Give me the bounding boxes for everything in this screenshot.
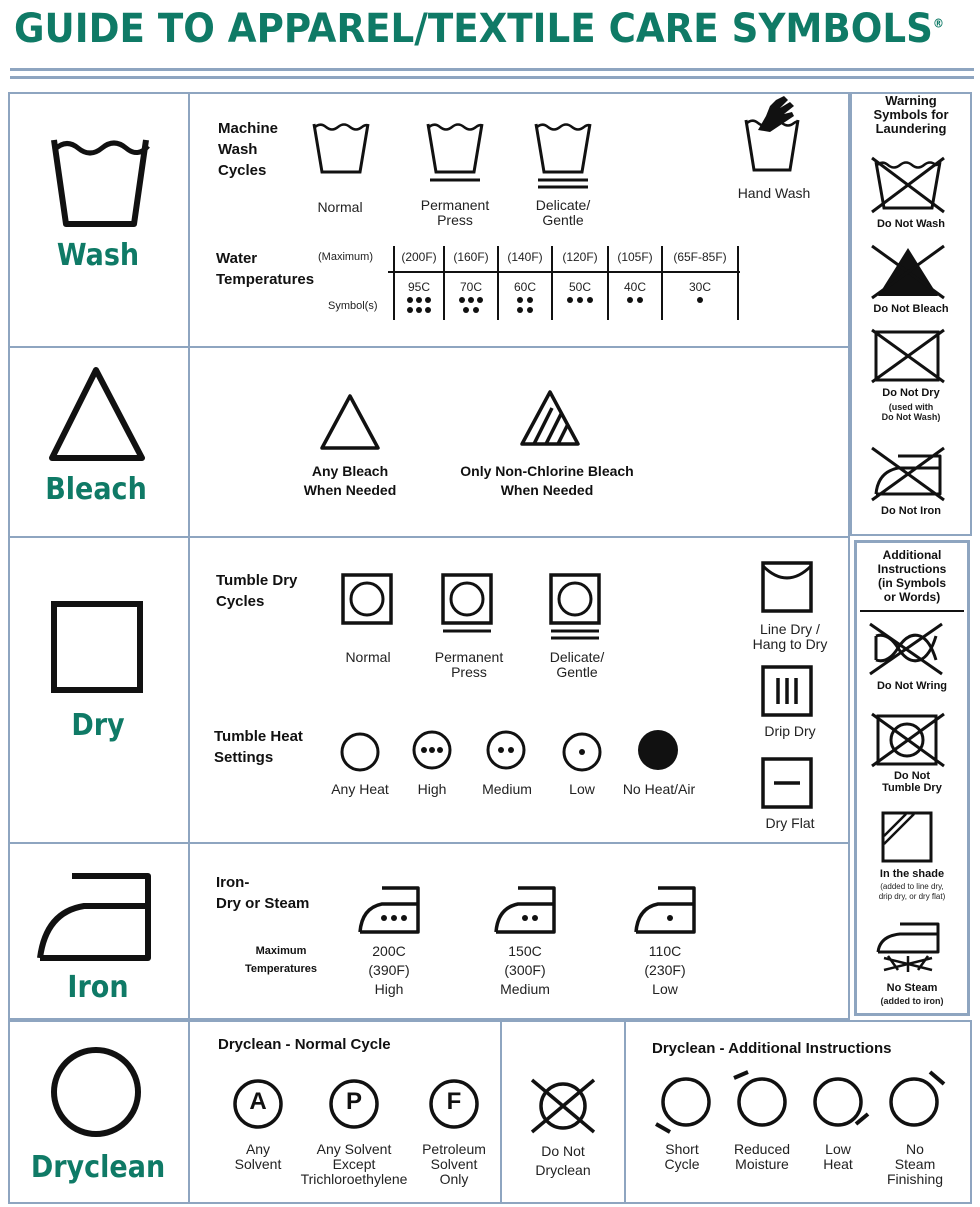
page-title: GUIDE TO APPAREL/TEXTILE CARE SYMBOLS®	[14, 6, 945, 52]
column-divider	[188, 92, 190, 1204]
temp-f: (105F)	[617, 250, 653, 264]
iron-high-label: 200C (390F) High	[368, 943, 410, 997]
tumble-dry-normal-label: Normal	[345, 649, 391, 665]
iron-low-label: 110C (230F) Low	[644, 943, 686, 997]
dryclean-petroleum-label: Petroleum Solvent Only	[422, 1141, 486, 1187]
drip-dry-icon	[760, 664, 816, 720]
no-steam-finishing-label: No Steam Finishing	[886, 1141, 944, 1187]
temp-f: (120F)	[562, 250, 598, 264]
iron-medium-label: 150C (300F) Medium	[500, 943, 550, 997]
tumble-dry-delicate-label: Delicate/ Gentle	[549, 649, 605, 680]
wash-normal-icon	[312, 118, 372, 176]
tumble-dry-normal-icon	[340, 572, 396, 628]
do-not-wring-icon	[868, 622, 944, 676]
symbols-label: Symbol(s)	[328, 300, 378, 312]
no-steam-label: No Steam	[886, 982, 938, 994]
no-steam-icon	[870, 918, 946, 974]
wash-permanent-press-icon	[426, 118, 486, 184]
bleach-category-icon	[48, 364, 148, 464]
dryclean-letter-f: F	[446, 1088, 462, 1115]
iron-category-icon	[36, 868, 156, 968]
dryclean-additional-title: Dryclean - Additional Instructions	[652, 1040, 892, 1057]
dryclean-category-label: Dryclean	[30, 1150, 166, 1185]
temp-c: 40C	[623, 280, 646, 294]
tumble-heat-settings-label: Tumble Heat Settings	[214, 728, 303, 766]
no-steam-finishing-icon	[886, 1070, 948, 1130]
tumble-dry-permanent-press-label: Permanent Press	[434, 649, 504, 680]
do-not-dryclean-icon	[528, 1076, 598, 1136]
any-heat-label: Any Heat	[331, 781, 389, 797]
dryclean-letter-a: A	[249, 1088, 267, 1115]
no-heat-air-icon	[636, 728, 680, 772]
title-rule	[10, 68, 974, 71]
low-heat-icon	[560, 730, 604, 774]
do-not-iron-label: Do Not Iron	[881, 505, 941, 517]
machine-wash-label: Machine Wash Cycles	[218, 120, 279, 179]
bleach-category-label: Bleach	[45, 472, 147, 507]
hand-wash-icon	[740, 94, 804, 174]
temp-f: (200F)	[401, 250, 437, 264]
tumble-dry-label: Tumble Dry Cycles	[216, 572, 298, 610]
do-not-dry-label: Do Not Dry	[882, 387, 940, 399]
wash-delicate-label: Delicate/ Gentle	[535, 197, 591, 228]
no-steam-note: (added to iron)	[880, 996, 944, 1006]
title-rule	[10, 76, 974, 79]
wash-category-label: Wash	[56, 238, 140, 273]
dry-flat-icon	[760, 756, 816, 812]
do-not-wash-icon	[870, 154, 946, 214]
do-not-dryclean-label: Do Not Dryclean	[535, 1143, 591, 1178]
maximum-label: (Maximum)	[318, 251, 373, 263]
line-dry-icon	[760, 560, 816, 616]
any-bleach-icon	[318, 392, 382, 452]
hand-wash-label: Hand Wash	[737, 185, 811, 201]
reduced-moisture-label: Reduced Moisture	[733, 1141, 791, 1172]
wash-category-icon	[48, 128, 158, 228]
iron-dry-or-steam-label: Iron- Dry or Steam	[216, 874, 310, 912]
temp-c: 30C	[688, 280, 711, 294]
short-cycle-label: Short Cycle	[664, 1141, 700, 1172]
no-heat-air-label: No Heat/Air	[622, 781, 696, 797]
additional-instructions-title: Additional Instructions (in Symbols or Words)	[877, 548, 947, 604]
medium-heat-icon	[484, 728, 528, 772]
wash-normal-label: Normal	[317, 199, 363, 215]
medium-heat-label: Medium	[482, 781, 532, 797]
do-not-bleach-icon	[870, 244, 946, 300]
dryclean-category-icon	[50, 1044, 150, 1144]
tumble-dry-permanent-press-icon	[440, 572, 496, 636]
do-not-tumble-dry-icon	[870, 712, 946, 768]
line-dry-label: Line Dry / Hang to Dry	[752, 621, 828, 652]
tumble-dry-delicate-icon	[548, 572, 604, 642]
temp-c: 70C	[459, 280, 482, 294]
do-not-wring-label: Do Not Wring	[876, 680, 948, 692]
do-not-dry-note: (used with Do Not Wash)	[881, 402, 941, 422]
temp-c: 50C	[568, 280, 591, 294]
do-not-iron-icon	[870, 446, 946, 502]
non-chlorine-bleach-icon	[518, 388, 582, 448]
dryclean-normal-cycle-title: Dryclean - Normal Cycle	[218, 1036, 391, 1053]
low-heat-label: Low	[569, 781, 595, 797]
dryclean-any-solvent-label: Any Solvent	[234, 1141, 282, 1172]
temp-f: (140F)	[507, 250, 543, 264]
column-divider	[500, 1020, 502, 1204]
dry-flat-label: Dry Flat	[765, 815, 815, 831]
column-divider	[624, 1020, 626, 1204]
drip-dry-label: Drip Dry	[764, 723, 816, 739]
in-the-shade-note: (added to line dry, drip dry, or dry flat)	[878, 882, 946, 901]
short-cycle-icon	[654, 1074, 716, 1134]
do-not-tumble-dry-label: Do Not Tumble Dry	[882, 770, 942, 794]
wash-delicate-icon	[534, 118, 594, 190]
additional-title-rule	[860, 610, 964, 612]
dryclean-any-solvent-except-label: Any Solvent Except Trichloroethylene	[300, 1141, 408, 1187]
any-heat-icon	[338, 730, 382, 774]
do-not-bleach-label: Do Not Bleach	[873, 303, 949, 315]
dryclean-letter-p: P	[345, 1088, 362, 1115]
warning-symbols-title: Warning Symbols for Laundering	[873, 93, 949, 136]
wash-permanent-press-label: Permanent Press	[420, 197, 490, 228]
high-heat-label: High	[417, 781, 447, 797]
temp-c: 95C	[407, 280, 430, 294]
temperature-dot-symbols	[388, 294, 748, 324]
non-chlorine-bleach-label: Only Non-Chlorine Bleach When Needed	[460, 463, 634, 498]
in-the-shade-label: In the shade	[879, 868, 945, 880]
in-the-shade-icon	[880, 810, 936, 866]
do-not-wash-label: Do Not Wash	[876, 218, 946, 230]
low-heat-dryclean-label: Low Heat	[823, 1141, 853, 1172]
temp-c: 60C	[513, 280, 536, 294]
dry-category-label: Dry	[71, 708, 125, 743]
do-not-dry-icon	[870, 328, 946, 384]
high-heat-icon	[410, 728, 454, 772]
iron-low-icon	[632, 884, 698, 936]
maximum-temperatures-label: Maximum Temperatures	[245, 945, 317, 975]
reduced-moisture-icon	[732, 1070, 794, 1130]
temp-f: (65F-85F)	[673, 250, 727, 264]
dry-category-icon	[50, 600, 150, 700]
low-heat-dryclean-icon	[810, 1072, 872, 1132]
iron-high-icon	[356, 884, 422, 936]
iron-medium-icon	[492, 884, 558, 936]
iron-category-label: Iron	[67, 970, 129, 1005]
any-bleach-label: Any Bleach When Needed	[303, 463, 397, 498]
temp-f: (160F)	[453, 250, 489, 264]
water-temperatures-label: Water Temperatures	[216, 250, 315, 288]
